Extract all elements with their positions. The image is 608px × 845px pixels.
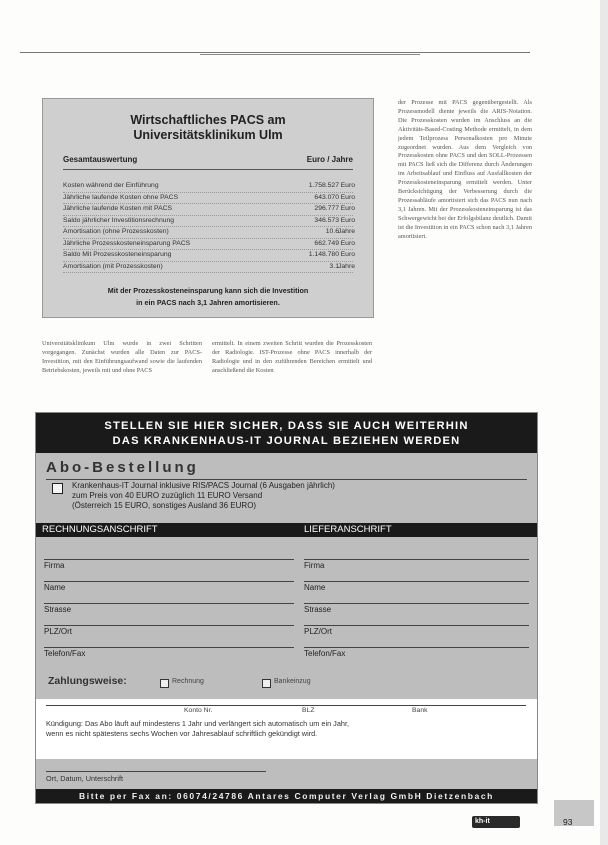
table-row xyxy=(63,181,353,193)
billing-header: RECHNUNGSANSCHRIFT xyxy=(42,524,158,535)
row-value: 296.777 xyxy=(314,205,339,212)
payment-debit-checkbox[interactable] xyxy=(262,679,271,688)
field-line xyxy=(44,581,294,582)
amortisation-note xyxy=(59,285,357,309)
field-line xyxy=(44,559,294,560)
field-line xyxy=(44,625,294,626)
bank-line[interactable] xyxy=(46,705,526,706)
shipping-zip-city-field[interactable]: PLZ/Ort xyxy=(304,627,333,636)
shipping-company-field[interactable]: Firma xyxy=(304,561,325,570)
table-row xyxy=(63,262,353,274)
box-title-line: Wirtschaftliches PACS am xyxy=(130,113,286,127)
shipping-street-field[interactable]: Strasse xyxy=(304,605,332,614)
row-label: Saldo jährlicher Investitionsrechnung xyxy=(63,216,175,224)
table-row xyxy=(63,227,353,239)
note-line: Mit der Prozesskosteneinsparung kann sich die Investition xyxy=(107,286,309,295)
row-value: 3.1 xyxy=(329,262,339,270)
row-label: Jährliche Prozesskosteneinsparung PACS xyxy=(63,239,191,247)
field-line xyxy=(304,559,529,560)
banner-line: DAS KRANKENHAUS-IT JOURNAL BEZIEHEN WERDEN xyxy=(112,435,461,447)
row-unit: Euro xyxy=(340,239,355,247)
terms-line: Kündigung: Das Abo läuft auf mindestens 1 Jahr und verlängert sich automatisch um ein Jahr, xyxy=(46,719,349,728)
box-title xyxy=(43,113,373,143)
row-value: 1.758.527 xyxy=(308,182,339,189)
table-row xyxy=(63,216,353,228)
row-unit: Euro xyxy=(340,193,355,201)
article-column-right: der Prozesse mit PACS gegenübergestellt. Als Prozessmodell diente jeweils die ARIS-Notation. Die Prozesskosten wurden im Anschluss an die Aktivitäts-Based-Costing Methode ermittelt, in dem jedem Teilprozess Personalkosten pro Minute zugeordnet wurden. Aus dem Vergleich von Prozesskosten ohne PACS und den SOLL-Prozessen mit PACS ließ sich die Differenz durch Änderungen im Arbeitsablauf und Einfluss auf Ausfallkosten der Prozesskosteneinsparung ermittelt werden. Unter Berücksichtigung der Verbesserung durch die Prozessabläufe amortisiert sich das PACS nun nach 3,1 Jahren. Mit der Prozesskosteneinsparung ist das Schwergewicht bei der Erfolgsbilanz deutlich. Damit ist die Investition in ein PACS schon nach 3,1 Jahren amortisiert. xyxy=(398,99,532,240)
billing-company-field[interactable]: Firma xyxy=(44,561,65,570)
signature-label: Ort, Datum, Unterschrift xyxy=(46,774,124,783)
pacs-summary-box xyxy=(42,98,374,318)
payment-invoice-label: Rechnung xyxy=(172,678,204,685)
billing-street-field[interactable]: Strasse xyxy=(44,605,72,614)
shipping-header: LIEFERANSCHRIFT xyxy=(304,524,392,535)
divider xyxy=(200,54,420,55)
billing-zip-city-field[interactable]: PLZ/Ort xyxy=(44,627,73,636)
journal-logo xyxy=(472,816,520,828)
page-edge xyxy=(600,0,608,845)
payment-invoice-checkbox[interactable] xyxy=(160,679,169,688)
header-right: Euro / Jahre xyxy=(306,155,353,164)
row-label: Jährliche laufende Kosten ohne PACS xyxy=(63,193,179,201)
row-unit: Euro xyxy=(340,205,355,212)
table-row xyxy=(63,239,353,251)
note-line: in ein PACS nach 3,1 Jahren amortisieren. xyxy=(136,298,280,307)
article-column-middle: ermittelt. In einem zweiten Schritt wurden die Prozesskosten der Radiologie. IST-Prozesse ohne PACS innerhalb der Radiologie und in den zuführenden Bereichen ermittelt und anschließend die Kosten xyxy=(212,340,372,374)
offer-line: Krankenhaus-IT Journal inklusive RIS/PACS Journal (6 Ausgaben jährlich) xyxy=(72,481,335,490)
table-body xyxy=(63,181,353,273)
address-header-bar xyxy=(36,523,537,537)
box-title-line: Universitätsklinikum Ulm xyxy=(133,128,283,142)
divider xyxy=(20,52,530,53)
header-left: Gesamtauswertung xyxy=(63,155,138,164)
bank-code-label: BLZ xyxy=(302,707,315,714)
row-unit: Jahre xyxy=(337,262,355,270)
subscription-form xyxy=(35,412,538,804)
banner-line: STELLEN SIE HIER SICHER, DASS SIE AUCH WEITERHIN xyxy=(104,420,469,432)
offer-checkbox[interactable] xyxy=(52,483,63,494)
shipping-name-field[interactable]: Name xyxy=(304,583,326,592)
row-label: Saldo Mit Prozesskosteneinsparung xyxy=(63,251,172,258)
row-value: 1.148.780 xyxy=(308,251,339,258)
billing-phone-field[interactable]: Telefon/Fax xyxy=(44,649,86,658)
bank-name-label: Bank xyxy=(412,707,428,714)
offer-text xyxy=(72,481,335,511)
table-row xyxy=(63,204,353,216)
article-column-left: Universitätsklinikum Ulm wurde in zwei Schritten vorgegangen. Zunächst wurden alle Daten zur PACS-Investition, mit den Einführungsaufwand sowie die laufenden Betriebskosten, jeweils mit und ohne PACS xyxy=(42,340,202,374)
fax-instructions-bar: Bitte per Fax an: 06074/24786 Antares Computer Verlag GmbH Dietzenbach xyxy=(36,789,537,803)
row-value: 643.070 xyxy=(314,193,339,201)
row-unit: Euro xyxy=(340,216,355,224)
form-banner xyxy=(36,413,537,453)
field-line xyxy=(304,647,529,648)
field-line xyxy=(44,603,294,604)
terms-line: wenn es nicht spätestens sechs Wochen vor Jahresablauf schriftlich gekündigt wird. xyxy=(46,728,318,738)
row-label: Kosten während der Einführung xyxy=(63,182,159,189)
field-line xyxy=(304,581,529,582)
offer-line: zum Preis von 40 EURO zuzüglich 11 EURO Versand xyxy=(72,491,263,500)
row-value: 662.749 xyxy=(314,239,339,247)
field-line xyxy=(304,625,529,626)
shipping-phone-field[interactable]: Telefon/Fax xyxy=(304,649,346,658)
table-header xyxy=(63,155,353,170)
row-value: 346.573 xyxy=(314,216,339,224)
payment-label: Zahlungsweise: xyxy=(48,675,127,687)
table-row xyxy=(63,250,353,262)
cancellation-terms xyxy=(46,719,516,738)
row-value: 10.6 xyxy=(325,228,339,235)
row-unit: Jahre xyxy=(337,228,355,235)
page-tab xyxy=(554,800,594,826)
signature-line[interactable] xyxy=(46,771,266,772)
row-unit: Euro xyxy=(340,182,355,189)
bank-account-label: Konto Nr. xyxy=(184,707,213,714)
form-title: Abo-Bestellung xyxy=(46,459,199,476)
row-label: Amortisation (mit Prozesskosten) xyxy=(63,262,163,270)
field-line xyxy=(44,647,294,648)
page-number: 93 xyxy=(563,817,573,827)
logo-text: kh-it xyxy=(475,818,490,825)
row-unit: Euro xyxy=(340,251,355,258)
divider xyxy=(46,479,527,480)
row-label: Amortisation (ohne Prozesskosten) xyxy=(63,228,169,235)
payment-debit-label: Bankeinzug xyxy=(274,678,311,685)
table-row xyxy=(63,193,353,205)
field-line xyxy=(304,603,529,604)
row-label: Jährliche laufende Kosten mit PACS xyxy=(63,205,173,212)
billing-name-field[interactable]: Name xyxy=(44,583,66,592)
offer-line: (Österreich 15 EURO, sonstiges Ausland 36 EURO) xyxy=(72,501,257,510)
